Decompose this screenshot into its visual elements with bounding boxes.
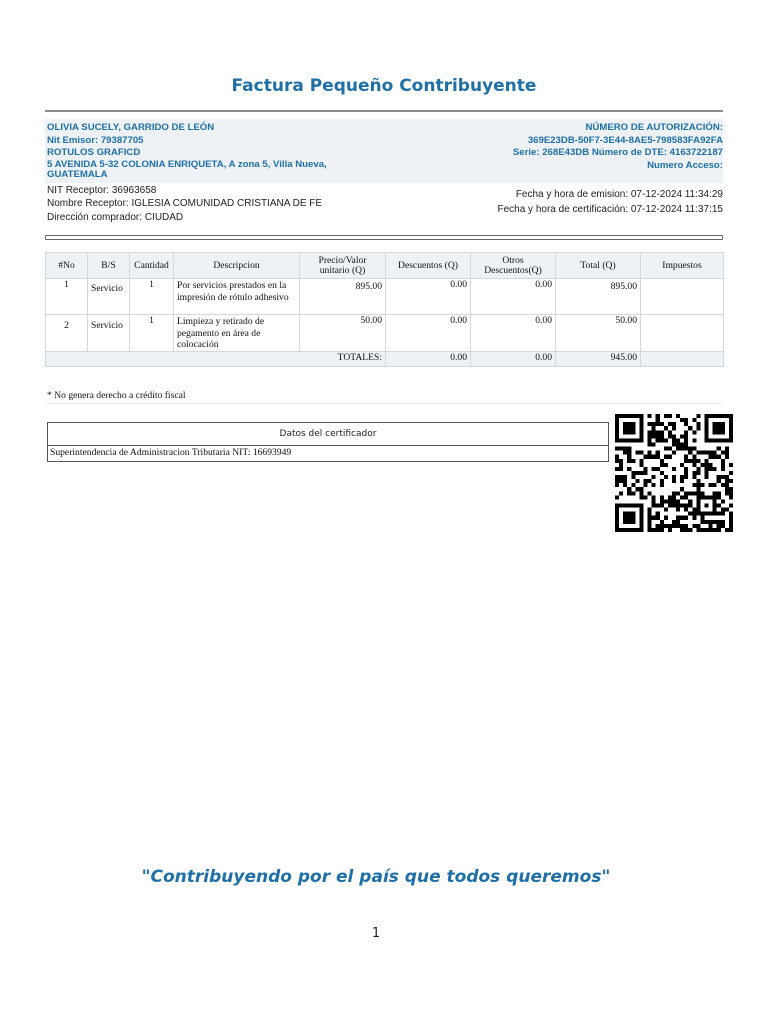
col-header: Total (Q) xyxy=(556,253,641,279)
invoice-title: Factura Pequeño Contribuyente xyxy=(231,76,537,96)
fecha-emision: Fecha y hora de emision: 07-12-2024 11:34:29 xyxy=(515,189,723,200)
header-divider xyxy=(45,110,723,112)
table-row xyxy=(46,279,724,315)
autorizacion-label: NÚMERO DE AUTORIZACIÓN: xyxy=(585,122,723,133)
certificador-header: Datos del certificador xyxy=(48,423,608,446)
emisor-name: OLIVIA SUCELY, GARRIDO DE LEÓN xyxy=(47,122,215,133)
emisor-block xyxy=(47,122,377,181)
autorizacion-number: 369E23DB-50F7-3E44-8AE5-798583FA92FA xyxy=(527,134,723,146)
cell-impuestos xyxy=(641,279,724,315)
cell-no: 2 xyxy=(46,315,88,352)
certificador-box xyxy=(47,422,609,462)
receptor-name: Nombre Receptor: IGLESIA COMUNIDAD CRISTIANA DE FE xyxy=(47,198,323,210)
cell-total: 50.00 xyxy=(556,315,641,352)
col-header: B/S xyxy=(88,253,130,279)
emisor-nit: Nit Emisor: 79387705 xyxy=(47,134,144,146)
cell-otros: 0.00 xyxy=(471,279,556,315)
cell-precio: 50.00 xyxy=(300,315,386,352)
col-header: Descripcion xyxy=(174,253,300,279)
autorizacion-block xyxy=(393,122,723,172)
totals-row xyxy=(46,351,724,366)
cell-descripcion: Limpieza y retirado de pegamento en área de colocación xyxy=(174,315,300,352)
section-divider xyxy=(45,235,723,240)
receptor-block xyxy=(47,184,447,224)
emisor-address: 5 AVENIDA 5-32 COLONIA ENRIQUETA, A zona 5, Villa Nueva, GUATEMALA xyxy=(47,158,327,180)
cell-cantidad: 1 xyxy=(130,279,174,315)
fechas-block xyxy=(393,187,723,217)
fiscal-note: * No genera derecho a crédito fiscal xyxy=(47,390,186,401)
col-header: Otros Descuentos(Q) xyxy=(471,253,556,279)
totals-otros: 0.00 xyxy=(471,351,556,366)
col-header: Descuentos (Q) xyxy=(386,253,471,279)
cell-total: 895.00 xyxy=(556,279,641,315)
cell-bs: Servicio xyxy=(88,315,130,352)
cell-bs: Servicio xyxy=(88,279,130,315)
cell-otros: 0.00 xyxy=(471,315,556,352)
certificador-body: Superintendencia de Administracion Tributaria NIT: 16693949 xyxy=(50,447,292,458)
cell-descuentos: 0.00 xyxy=(386,315,471,352)
qr-code-icon xyxy=(615,414,733,532)
col-header: Cantidad xyxy=(130,253,174,279)
col-header: #No xyxy=(46,253,88,279)
totals-total: 945.00 xyxy=(556,351,641,366)
table-row xyxy=(46,315,724,352)
numero-acceso: Numero Acceso: xyxy=(647,159,723,171)
cell-no: 1 xyxy=(46,279,88,315)
fecha-certificacion: Fecha y hora de certificación: 07-12-2024 11:37:15 xyxy=(497,204,723,215)
totals-descuentos: 0.00 xyxy=(386,351,471,366)
col-header: Impuestos xyxy=(641,253,724,279)
totals-impuestos xyxy=(641,351,724,366)
receptor-address: Dirección comprador: CIUDAD xyxy=(47,211,184,223)
page-number: 1 xyxy=(371,926,381,941)
table-header-row xyxy=(46,253,724,279)
emisor-business: ROTULOS GRAFICD xyxy=(47,147,141,158)
col-header: Precio/Valor unitario (Q) xyxy=(300,253,386,279)
receptor-nit: NIT Receptor: 36963658 xyxy=(47,185,157,196)
cell-precio: 895.00 xyxy=(300,279,386,315)
items-table xyxy=(45,252,724,367)
cell-descuentos: 0.00 xyxy=(386,279,471,315)
slogan: "Contribuyendo por el país que todos queremos" xyxy=(141,867,611,887)
cell-cantidad: 1 xyxy=(130,315,174,352)
cell-descripcion: Por servicios prestados en la impresión de rótulo adhesivo xyxy=(174,279,300,315)
serie-dte: Serie: 268E43DB Número de DTE: 4163722187 xyxy=(512,147,723,158)
cell-impuestos xyxy=(641,315,724,352)
totals-label: TOTALES: xyxy=(46,351,386,366)
